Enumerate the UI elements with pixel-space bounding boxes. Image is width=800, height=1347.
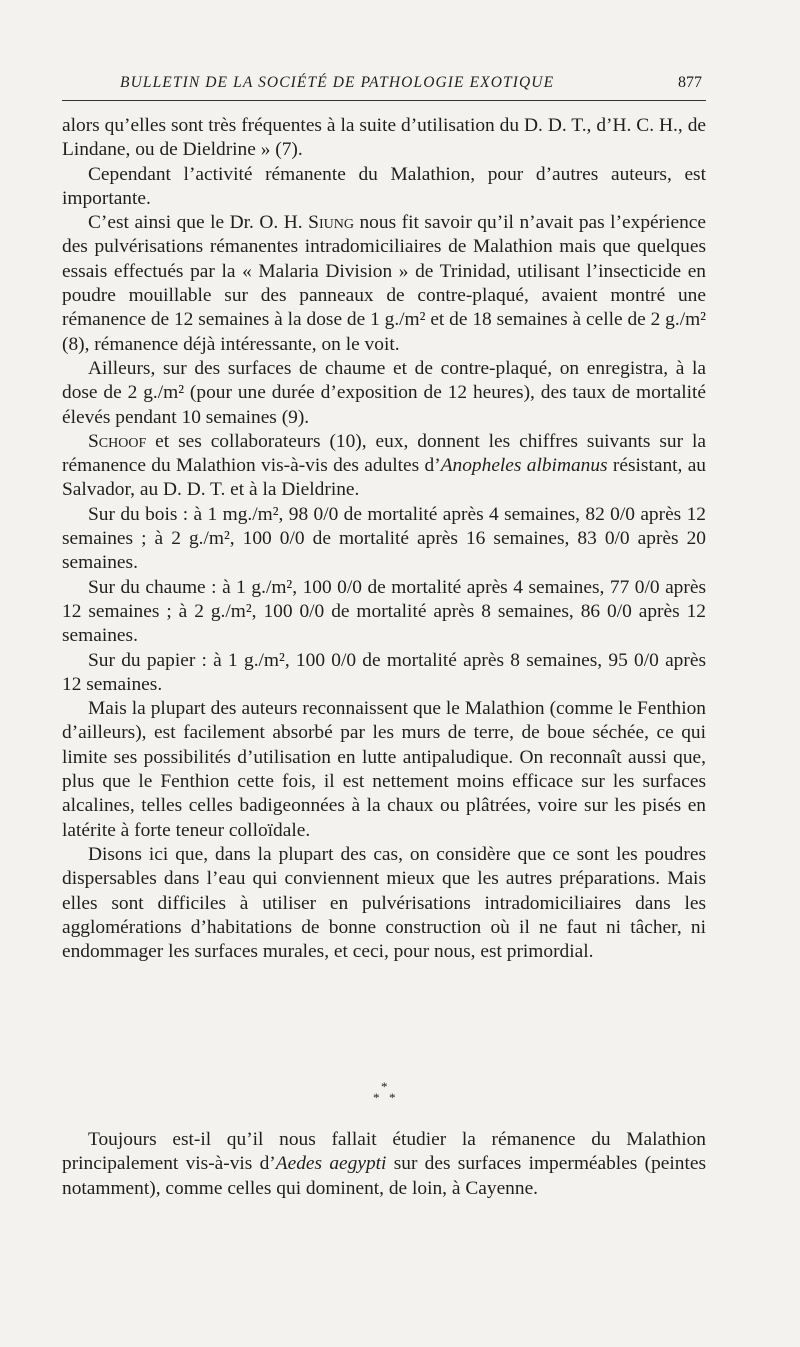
species-name: Anopheles albimanus: [440, 455, 608, 477]
text-run: Toujours est-il qu’il nous fallait étudier la rémanence du Malathion principalement vis-à-vis d’: [62, 1129, 706, 1175]
paragraph: [62, 211, 706, 357]
section-asterism: [370, 1080, 400, 1110]
paragraph: Mais la plupart des auteurs reconnaissent que le Malathion (comme le Fenthion d’ailleurs), est facilement absorbé par les murs de terre, de boue séchée, ce qui limite ses possibilités d’utilisation en lutte antipaludique. On reconnaît aussi que, plus que le Fenthion cette fois, il est nettement moins efficace sur les surfaces alcalines, telles celles badigeonnées à la chaux ou plâtrées, voire sur les pisés en latérite à forte teneur colloïdale.: [62, 698, 706, 841]
author-name: Siung: [308, 212, 354, 234]
text-run: résistant, au Salvador, au D. D. T. et à la Dieldrine.: [62, 455, 707, 501]
paragraph: Sur du bois : à 1 mg./m², 98 0/0 de mortalité après 4 semaines, 82 0/0 après 12 semaines ; à 2 g./m², 100 0/0 de mortalité après 16 semaines, 83 0/0 après 20 semaines.: [62, 503, 706, 574]
text-run: C’est ainsi que le Dr. O. H.: [88, 212, 309, 234]
running-title: BULLETIN DE LA SOCIÉTÉ DE PATHOLOGIE EXOTIQUE: [120, 74, 555, 91]
paragraph: [62, 430, 706, 503]
paragraph: Sur du chaume : à 1 g./m², 100 0/0 de mortalité après 4 semaines, 77 0/0 après 12 semaines ; à 2 g./m², 100 0/0 de mortalité après 8 semaines, 86 0/0 après 12 semaines.: [62, 576, 706, 647]
paragraph: [62, 1128, 706, 1201]
main-text: [62, 114, 706, 964]
paragraph: Ailleurs, sur des surfaces de chaume et de contre-plaqué, on enregistra, à la dose de 2 g./m² (pour une durée d’exposition de 12 heures), des taux de mortalité élevés pendant 10 semaines (9).: [62, 357, 706, 428]
paragraph-continuation: alors qu’elles sont très fréquentes à la suite d’utilisation du D. D. T., d’H. C. H., de Lindane, ou de Dieldrine » (7).: [62, 115, 706, 161]
asterism-star: *: [381, 1079, 388, 1094]
asterism-star: *: [389, 1090, 396, 1105]
text-run: sur des surfaces imperméables (peintes notamment), comme celles qui dominent, de loin, à Cayenne.: [62, 1153, 706, 1199]
author-name: Schoof: [88, 430, 147, 452]
page-number: 877: [678, 74, 702, 91]
running-header: [62, 72, 706, 101]
final-text: [62, 1128, 706, 1201]
paragraph: Sur du papier : à 1 g./m², 100 0/0 de mortalité après 8 semaines, 95 0/0 après 12 semaines.: [62, 649, 706, 695]
asterism-star: *: [373, 1090, 380, 1105]
species-name: Aedes aegypti: [275, 1153, 387, 1175]
paragraph: Disons ici que, dans la plupart des cas, on considère que ce sont les poudres dispersables dans l’eau qui conviennent mieux que les autres préparations. Mais elles sont difficiles à utiliser en pulvérisations intradomiciliaires dans les agglomérations d’habitations de bonne construction où il ne faut ni tâcher, ni endommager les surfaces murales, et ceci, pour nous, est primordial.: [62, 843, 706, 963]
text-run: nous fit savoir qu’il n’avait pas l’expérience des pulvérisations rémanentes intradomiciliaires de Malathion mais que quelques essais effectués par la « Malaria Division » de Trinidad, utilisant l’insecticide en poudre mouillable sur des panneaux de contre-plaqué, avaient montré une rémanence de 12 semaines à la dose de 1 g./m² et de 18 semaines à celle de 2 g./m² (8), rémanence déjà intéressante, on le voit.: [62, 212, 706, 355]
paragraph: Cependant l’activité rémanente du Malathion, pour d’autres auteurs, est importante.: [62, 163, 706, 209]
text-run: et ses collaborateurs (10), eux, donnent les chiffres suivants sur la rémanence du Malathion vis-à-vis des adultes d’: [62, 430, 706, 477]
